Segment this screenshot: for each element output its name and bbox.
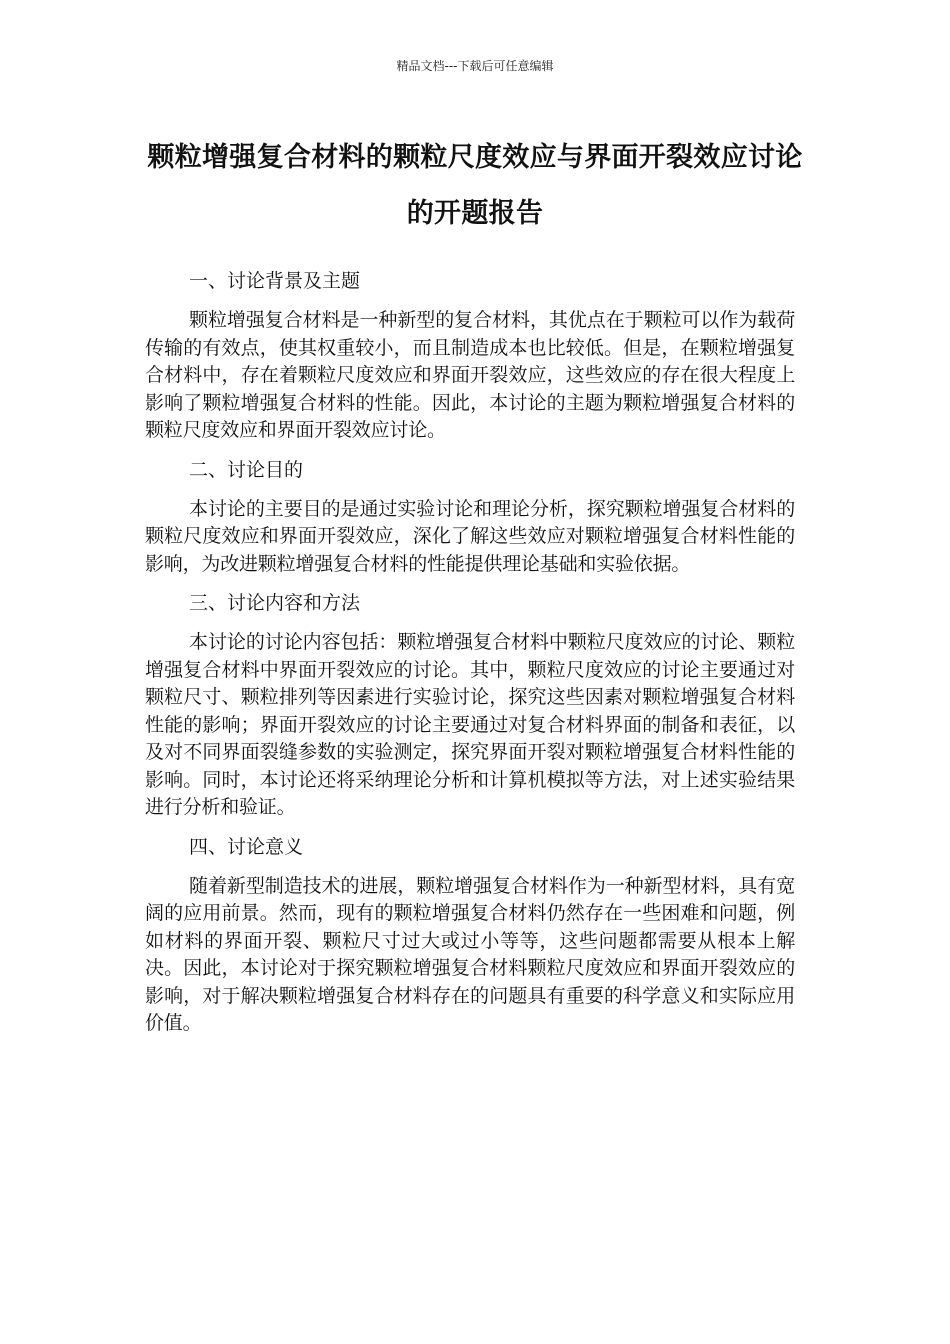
section-heading-significance: 四、讨论意义 [189,835,304,858]
section-heading-background: 一、讨论背景及主题 [189,270,361,292]
section-body-purpose: 本讨论的主要目的是通过实验讨论和理论分析，探究颗粒增强复合材料的颗粒尺度效应和界面开裂效应，深化了解这些效应对颗粒增强复合材料性能的影响，为改进颗粒增强复合材料的性能提供理论基础和实验依据。 [145,497,795,575]
section-body-significance: 随着新型制造技术的进展，颗粒增强复合材料作为一种新型材料，具有宽阔的应用前景。然而，现有的颗粒增强复合材料仍然存在一些困难和问题，例如材料的界面开裂、颗粒尺寸过大或过小等等，这些问题都需要从根本上解决。因此，本讨论对于探究颗粒增强复合材料颗粒尺度效应和界面开裂效应的影响，对于解决颗粒增强复合材料存在的问题具有重要的科学意义和实际应用价值。 [145,874,795,1034]
document-title: 颗粒增强复合材料的颗粒尺度效应与界面开裂效应讨论的开题报告 [147,142,803,229]
section-body-background: 颗粒增强复合材料是一种新型的复合材料，其优点在于颗粒可以作为载荷传输的有效点，使其权重较小，而且制造成本也比较低。但是，在颗粒增强复合材料中，存在着颗粒尺度效应和界面开裂效应，这些效应的存在很大程度上影响了颗粒增强复合材料的性能。因此，本讨论的主题为颗粒增强复合材料的颗粒尺度效应和界面开裂效应讨论。 [145,309,795,441]
document-body [145,268,795,1050]
header-note: 精品文档---下载后可任意编辑 [396,59,554,73]
section-heading-content-methods: 三、讨论内容和方法 [189,592,361,614]
section-body-content-methods: 本讨论的讨论内容包括：颗粒增强复合材料中颗粒尺度效应的讨论、颗粒增强复合材料中界面开裂效应的讨论。其中，颗粒尺度效应的讨论主要通过对颗粒尺寸、颗粒排列等因素进行实验讨论，探究这些因素对颗粒增强复合材料性能的影响；界面开裂效应的讨论主要通过对复合材料界面的制备和表征，以及对不同界面裂缝参数的实验测定，探究界面开裂对颗粒增强复合材料性能的影响。同时，本讨论还将采纳理论分析和计算机模拟等方法，对上述实验结果进行分析和验证。 [145,631,795,818]
section-heading-purpose: 二、讨论目的 [189,458,304,481]
